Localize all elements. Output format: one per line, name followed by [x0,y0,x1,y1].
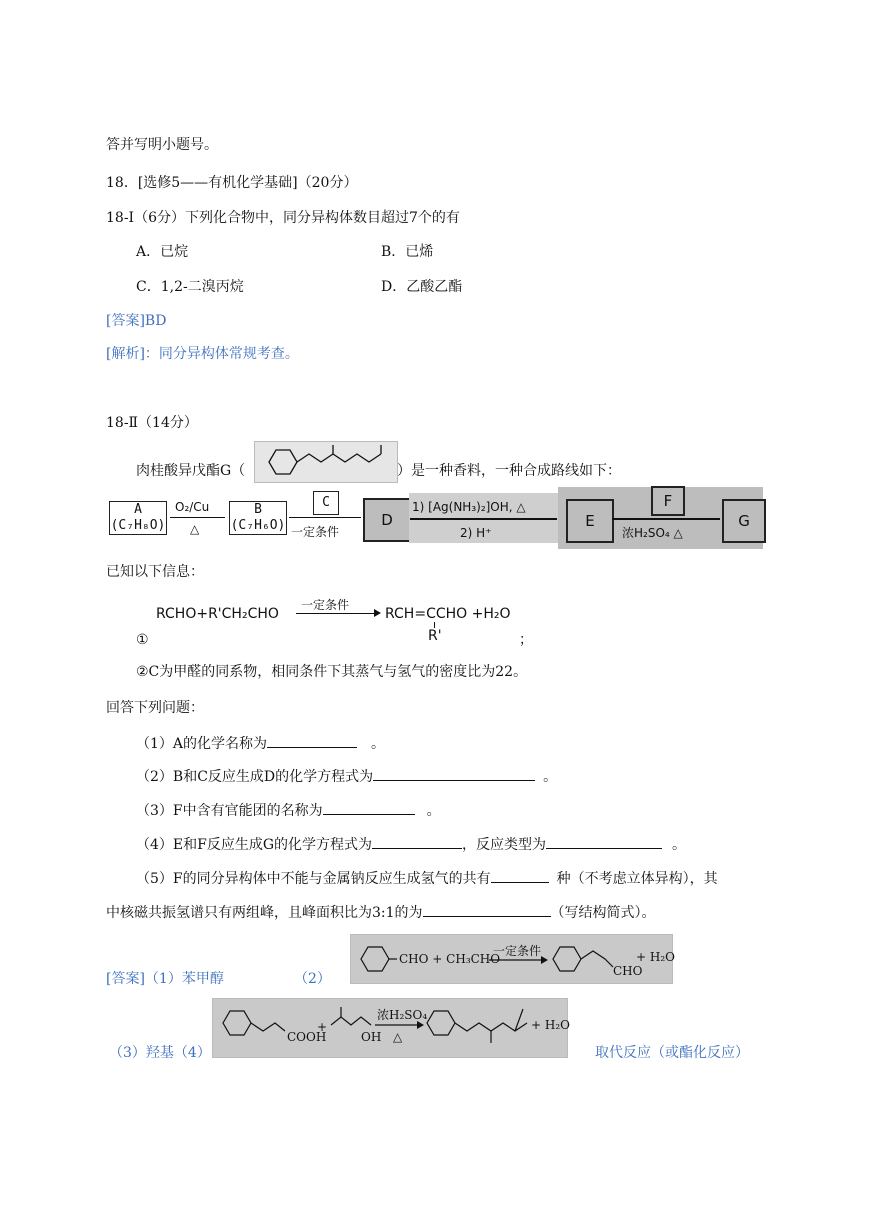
answer-18-1: [答案]BD [106,313,167,329]
step-bc-condition: 一定条件 [291,525,340,539]
sub5-text-post: 种（不考虑立体异构），其 [556,871,718,887]
sub5-line2-text: 中核磁共振氢谱只有两组峰，且峰面积比为3:1的为 [106,905,423,921]
compound-a-label: A [134,502,142,517]
sub2-blank[interactable] [373,766,535,781]
step-de-arrow [410,518,557,520]
answer-line2-a: （3）羟基（4） [109,1045,211,1061]
compound-b-box [229,501,287,535]
sub5-blank-structure[interactable] [423,902,551,917]
compound-a-box [109,501,167,535]
sub2-text: （2）B和C反应生成D的化学方程式为 [136,769,374,785]
sub4-blank-type[interactable] [546,834,662,849]
sub-question-5-line2 [106,902,656,923]
question-18-title: 18．[选修5——有机化学基础]（20分） [106,175,358,191]
compound-a-formula: (C₇H₈O) [110,518,166,533]
eq4-plus: + [317,1020,328,1034]
sub3-text: （3）F中含有官能团的名称为 [136,803,323,819]
answer-line1-a: [答案]（1）苯甲醇 [106,971,224,987]
step-de-acid: 2) H⁺ [460,526,492,540]
compound-b-label: B [254,502,262,517]
sub-question-2 [136,766,557,787]
sub-question-4 [136,834,686,855]
sub-question-1 [136,733,385,754]
eq2-right: CHO [613,964,643,978]
sub5-blank-count[interactable] [491,868,549,883]
eq2-water: + H₂O [636,950,675,964]
sub2-end: 。 [543,769,558,785]
answer-line2-b: 取代反应（或酯化反应） [595,1045,749,1061]
answer-line1-b: （2） [294,971,331,987]
equation-image-4 [212,998,568,1058]
eq4-condition-top: 浓H₂SO₄ [377,1008,428,1022]
compound-b-formula: (C₇H₆O) [230,518,286,533]
info1-substituent: R' [428,628,442,644]
option-c: C．1,2-二溴丙烷 [136,279,244,295]
eq4-left1: COOH [287,1030,327,1044]
eq2-left: CHO + CH₃CHO [399,952,501,966]
compound-c-box [313,491,339,515]
info1-reactants: RCHO+R'CH₂CHO [156,606,279,622]
step-de-reagent: 1) [Ag(NH₃)₂]OH, △ [412,500,526,514]
compound-e-box [566,499,614,543]
compound-e-label: E [585,512,595,530]
sub4-text: （4）E和F反应生成G的化学方程式为 [136,837,373,853]
eq4-condition-bottom: △ [393,1030,403,1044]
sub1-end: 。 [371,736,386,752]
intro-text: 答并写明小题号。 [106,137,218,153]
step-eg-arrow [612,518,720,520]
known-info-label: 已知以下信息： [106,564,204,580]
info1-arrow [296,613,376,614]
eq4-left2: OH [361,1030,382,1044]
compound-d-label: D [381,511,393,529]
sub-question-5 [136,868,718,889]
step1-reagent: O₂/Cu [175,500,210,514]
cinnamyl-ester-structure [255,442,397,482]
option-b: B．已烯 [381,244,434,260]
answer-prompt: 回答下列问题： [106,700,204,716]
eq2-condition: 一定条件 [493,944,542,958]
structure-image-g [254,441,398,483]
step-bc-arrow [289,517,361,518]
step1-heat: △ [190,522,200,536]
sub1-blank[interactable] [267,733,357,748]
sub3-end: 。 [426,803,441,819]
compound-f-box [651,486,685,516]
sub4-end: 。 [672,837,687,853]
info1-end: ； [519,632,533,648]
sub3-blank[interactable] [323,800,415,815]
question-18-2-intro-pre: 肉桂酸异戊酯G（ [136,463,246,479]
info1-marker: ① [136,632,149,648]
sub-question-3 [136,800,441,821]
sub5-line2-end: （写结构简式）。 [550,905,656,921]
option-d: D．乙酸乙酯 [381,279,463,295]
eq4-water: + H₂O [531,1018,570,1032]
option-a: A．已烷 [136,244,189,260]
analysis-18-1: [解析]：同分异构体常规考查。 [106,346,299,362]
compound-f-label: F [663,492,673,510]
info1-condition: 一定条件 [301,598,350,612]
step-eg-condition: 浓H₂SO₄ △ [622,526,683,540]
compound-g-label: G [738,512,750,530]
question-18-2-intro-post: ）是一种香料，一种合成路线如下： [397,463,621,479]
compound-d-box [363,498,411,542]
equation-image-2 [350,934,673,984]
compound-g-box [722,499,766,543]
question-18-1-stem: 18-Ⅰ（6分）下列化合物中，同分异构体数目超过7个的有 [106,210,460,226]
compound-c-label: C [322,495,330,510]
sub4-blank-equation[interactable] [372,834,462,849]
info1-products: RCH=CCHO +H₂O [385,606,511,622]
sub1-text: （1）A的化学名称为 [136,736,268,752]
info2: ②C为甲醛的同系物，相同条件下其蒸气与氢气的密度比为22。 [136,664,528,680]
sub4-mid: ，反应类型为 [462,837,547,853]
question-18-2-heading: 18-Ⅱ（14分） [106,415,198,431]
info1-arrow-head [374,609,381,617]
step1-arrow [170,517,225,518]
sub5-text: （5）F的同分异构体中不能与金属钠反应生成氢气的共有 [136,871,491,887]
